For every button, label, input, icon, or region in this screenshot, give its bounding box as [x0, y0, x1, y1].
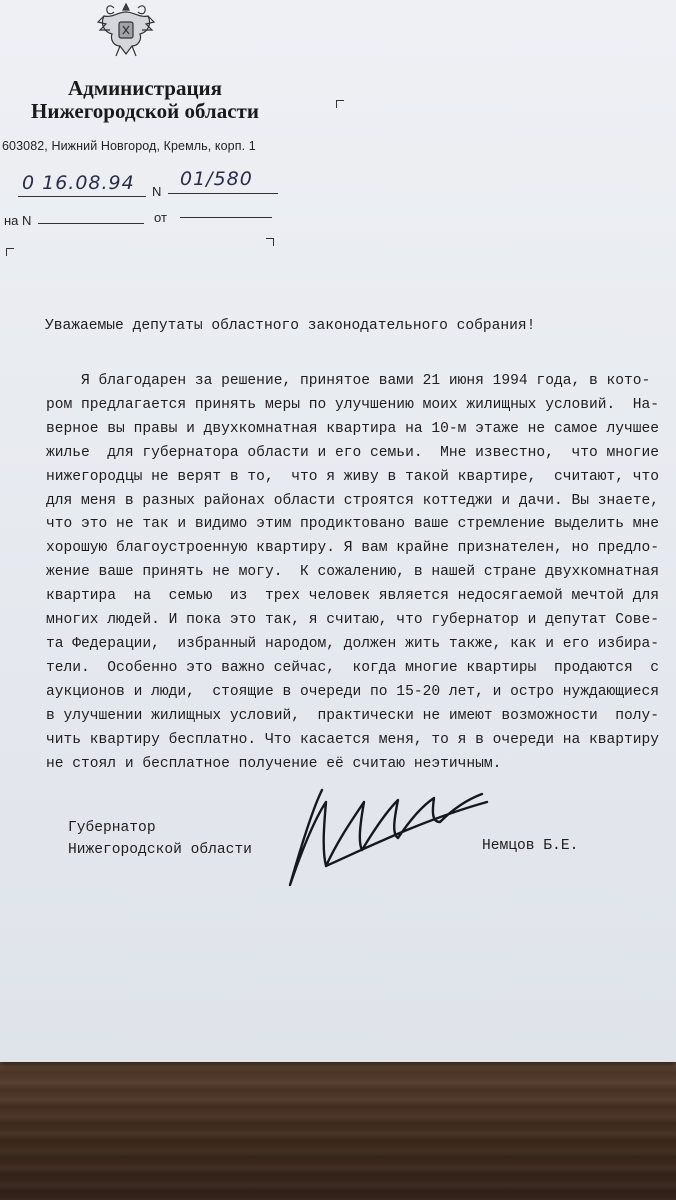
- wooden-table: [0, 1055, 676, 1200]
- number-underline: [168, 193, 278, 194]
- ref-date-underline: [180, 217, 272, 218]
- ref-number-label: на N: [4, 213, 32, 228]
- body-line: хорошую благоустроенную квартиру. Я вам крайне признателен, но предло-: [46, 540, 660, 557]
- body-line: нижегородцы не верят в то, что я живу в такой квартире, считают, что: [46, 468, 660, 485]
- salutation: Уважаемые депутаты областного законодательного собрания!: [45, 318, 536, 334]
- body-line: жение ваше принять не могу. К сожалению, в нашей стране двухкомнатная: [46, 564, 660, 581]
- corner-mark-left: [6, 248, 14, 256]
- number-label: N: [152, 184, 162, 199]
- date-underline: [18, 196, 146, 197]
- body-line: не стоял и бесплатное получение её считаю неэтичным.: [46, 755, 502, 772]
- org-name-line1: Администрация: [67, 76, 223, 100]
- org-address: 603082, Нижний Новгород, Кремль, корп. 1: [2, 139, 256, 153]
- signatory-title-line2: Нижегородской области: [68, 842, 252, 858]
- signatory-title-line1: Губернатор: [68, 820, 156, 836]
- body-line: аукционов и люди, стоящие в очереди по 15-20 лет, и остро нуждающиеся: [46, 683, 660, 700]
- body-line: верное вы правы и двухкомнатная квартира на 10-м этаже не самое лучшее: [46, 420, 660, 437]
- body-line: ром предлагается принять меры по улучшению моих жилищных условий. На-: [46, 396, 660, 413]
- letter-body: [46, 370, 660, 776]
- signatory-name: Немцов Б.Е.: [482, 838, 579, 854]
- body-line: та Федерации, избранный народом, должен жить также, как и его избира-: [46, 635, 660, 652]
- date-handwritten: 0 16.08.94: [22, 172, 135, 194]
- corner-mark-right: [266, 238, 274, 246]
- signatory-title: [68, 817, 252, 861]
- corner-mark-top-right-block: [336, 100, 344, 108]
- body-line: чить квартиру бесплатно. Что касается меня, то я в очереди на квартиру: [46, 731, 660, 748]
- body-line: многих людей. И пока это так, я считаю, что губернатор и депутат Сове-: [46, 612, 660, 629]
- body-line: что это не так и видимо этим продиктовано ваше стремление выделить мне: [46, 516, 660, 533]
- org-name-line2: Нижегородской области: [31, 99, 259, 123]
- body-line: тели. Особенно это важно сейчас, когда многие квартиры продаются с: [46, 659, 660, 676]
- coat-of-arms-emblem: [90, 0, 162, 60]
- body-line: Я благодарен за решение, принятое вами 21 июня 1994 года, в кото-: [46, 373, 651, 389]
- body-line: квартира на семью из трех человек является недосягаемой мечтой для: [46, 588, 660, 605]
- ref-date-label: от: [154, 210, 167, 225]
- handwritten-signature: [282, 780, 492, 895]
- body-line: в улучшении жилищных условий, практически не имеют возможности полу-: [46, 707, 660, 724]
- body-line: для меня в разных районах области строятся коттеджи и дачи. Вы знаете,: [46, 492, 660, 509]
- number-handwritten: 01/580: [180, 168, 253, 190]
- ref-number-underline: [38, 223, 144, 224]
- body-line: жилье для губернатора области и его семьи. Мне известно, что многие: [46, 444, 660, 461]
